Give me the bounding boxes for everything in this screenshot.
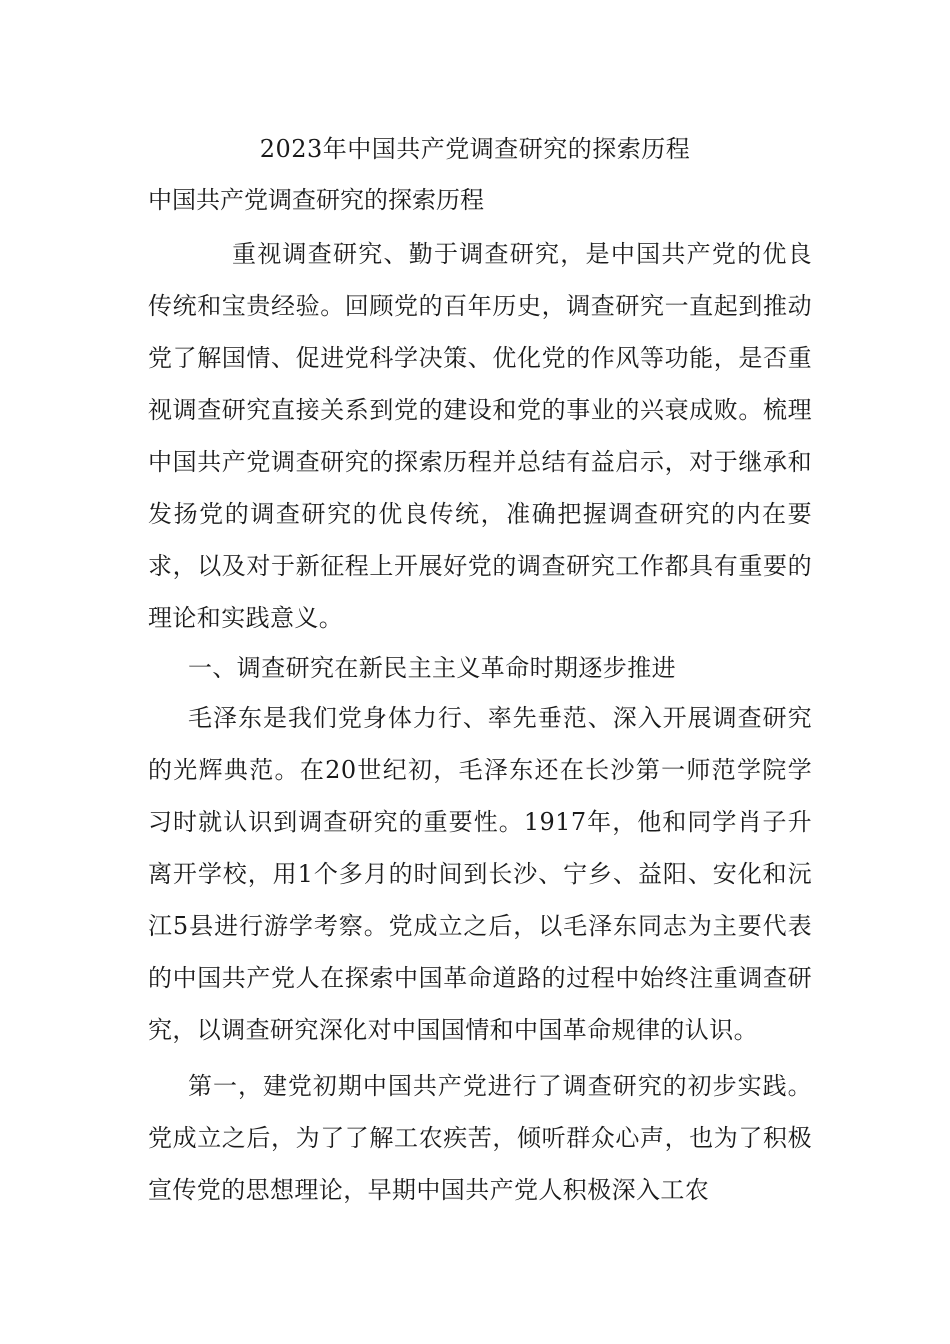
document-body (148, 228, 812, 1216)
paragraph-intro: 重视调查研究、勤于调查研究，是中国共产党的优良传统和宝贵经验。回顾党的百年历史，调查研究一直起到推动党了解国情、促进党科学决策、优化党的作风等功能，是否重视调查研究直接关系到党的建设和党的事业的兴衰成败。梳理中国共产党调查研究的探索历程并总结有益启示，对于继承和发扬党的调查研究的优良传统，准确把握调查研究的内在要求，以及对于新征程上开展好党的调查研究工作都具有重要的理论和实践意义。 (148, 240, 812, 632)
document-subtitle: 中国共产党调查研究的探索历程 (148, 186, 484, 214)
section-heading: 一、调查研究在新民主主义革命时期逐步推进 (188, 654, 676, 682)
document-title: 2023年中国共产党调查研究的探索历程 (259, 135, 691, 163)
paragraph-first-point: 第一，建党初期中国共产党进行了调查研究的初步实践。党成立之后，为了了解工农疾苦，倾听群众心声，也为了积极宣传党的思想理论，早期中国共产党人积极深入工农 (148, 1072, 812, 1204)
paragraph-mao: 毛泽东是我们党身体力行、率先垂范、深入开展调查研究的光辉典范。在20世纪初，毛泽东还在长沙第一师范学院学习时就认识到调查研究的重要性。1917年，他和同学肖子升离开学校，用1个多月的时间到长沙、宁乡、益阳、安化和沅江5县进行游学考察。党成立之后，以毛泽东同志为主要代表的中国共产党人在探索中国革命道路的过程中始终注重调查研究，以调查研究深化对中国国情和中国革命规律的认识。 (148, 704, 812, 1044)
